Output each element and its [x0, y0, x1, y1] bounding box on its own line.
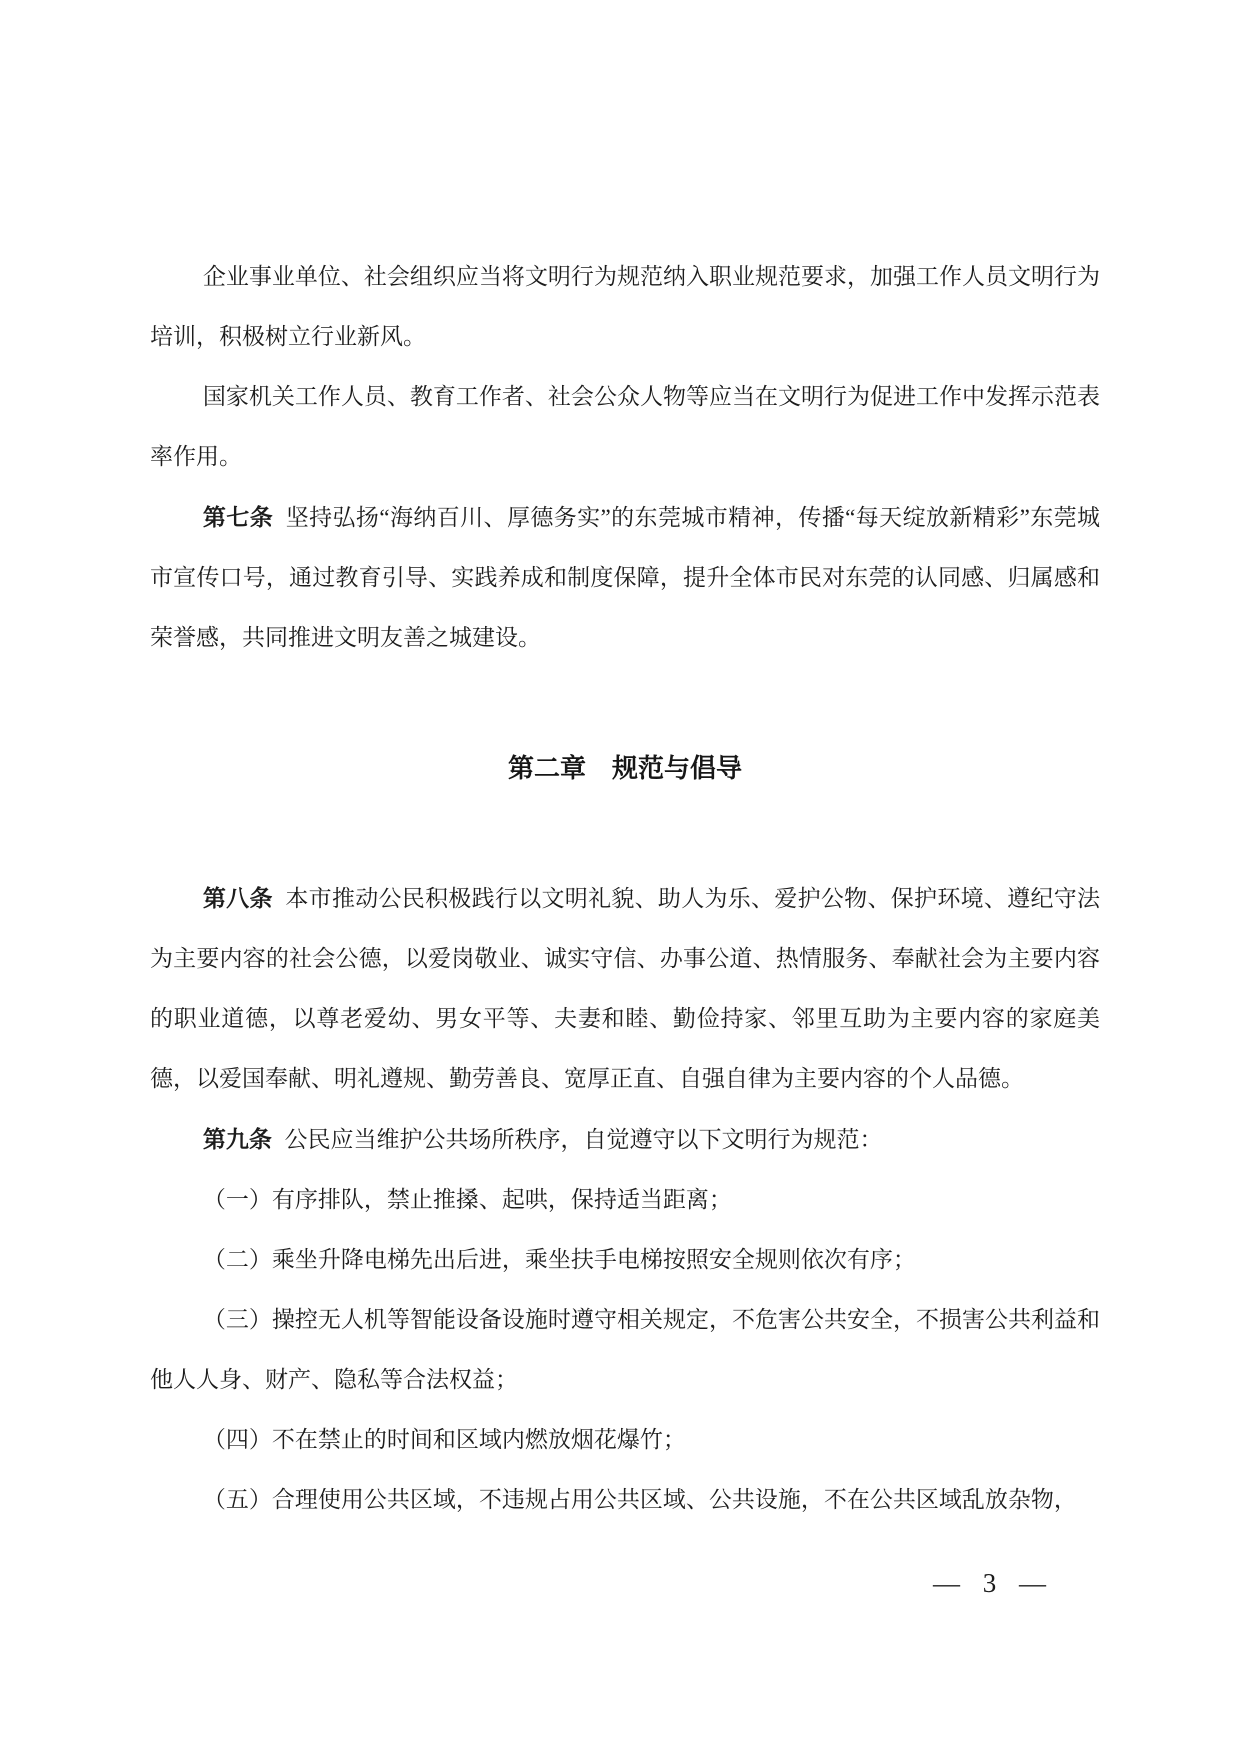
paragraph [150, 868, 1100, 1109]
list-item [150, 1230, 1100, 1290]
paragraph-text: （三）操控无人机等智能设备设施时遵守相关规定，不危害公共安全，不损害公共利益和他人人身、财产、隐私等合法权益； [150, 1307, 1100, 1392]
paragraph-text: （五）合理使用公共区域，不违规占用公共区域、公共设施，不在公共区域乱放杂物， [202, 1487, 1077, 1512]
paragraph [150, 367, 1100, 487]
paragraph [150, 1109, 1100, 1170]
list-item [150, 1290, 1100, 1410]
article-term: 第七条 [202, 504, 274, 530]
paragraph-text: 公民应当维护公共场所秩序，自觉遵守以下文明行为规范： [284, 1127, 883, 1152]
paragraph-text: （二）乘坐升降电梯先出后进，乘坐扶手电梯按照安全规则依次有序； [202, 1247, 916, 1272]
paragraph-text: 企业事业单位、社会组织应当将文明行为规范纳入职业规范要求，加强工作人员文明行为培训，积极树立行业新风。 [150, 264, 1100, 349]
paragraph-text: 国家机关工作人员、教育工作者、社会公众人物等应当在文明行为促进工作中发挥示范表率作用。 [150, 384, 1100, 469]
list-item [150, 1470, 1100, 1530]
paragraph-text: 坚持弘扬“海纳百川、厚德务实”的东莞城市精神，传播“每天绽放新精彩”东莞城市宣传口号，通过教育引导、实践养成和制度保障，提升全体市民对东莞的认同感、归属感和荣誉感，共同推进文明友善之城建设。 [150, 505, 1100, 650]
article-term: 第九条 [202, 1126, 272, 1152]
document-body [150, 247, 1100, 1530]
page-number: — 3 — [933, 1568, 1054, 1598]
paragraph-text: 本市推动公民积极践行以文明礼貌、助人为乐、爱护公物、保护环境、遵纪守法为主要内容的社会公德，以爱岗敬业、诚实守信、办事公道、热情服务、奉献社会为主要内容的职业道德，以尊老爱幼、男女平等、夫妻和睦、勤俭持家、邻里互助为主要内容的家庭美德，以爱国奉献、明礼遵规、勤劳善良、宽厚正直、自强自律为主要内容的个人品德。 [150, 886, 1101, 1091]
article-term: 第八条 [202, 885, 273, 911]
chapter-heading: 第二章 规范与倡导 [507, 753, 742, 783]
list-item [150, 1410, 1100, 1470]
paragraph [150, 247, 1100, 367]
paragraph-text: （一）有序排队，禁止推搡、起哄，保持适当距离； [202, 1187, 732, 1212]
paragraph [150, 487, 1100, 668]
list-item [150, 1170, 1100, 1230]
paragraph-text: （四）不在禁止的时间和区域内燃放烟花爆竹； [202, 1427, 686, 1452]
